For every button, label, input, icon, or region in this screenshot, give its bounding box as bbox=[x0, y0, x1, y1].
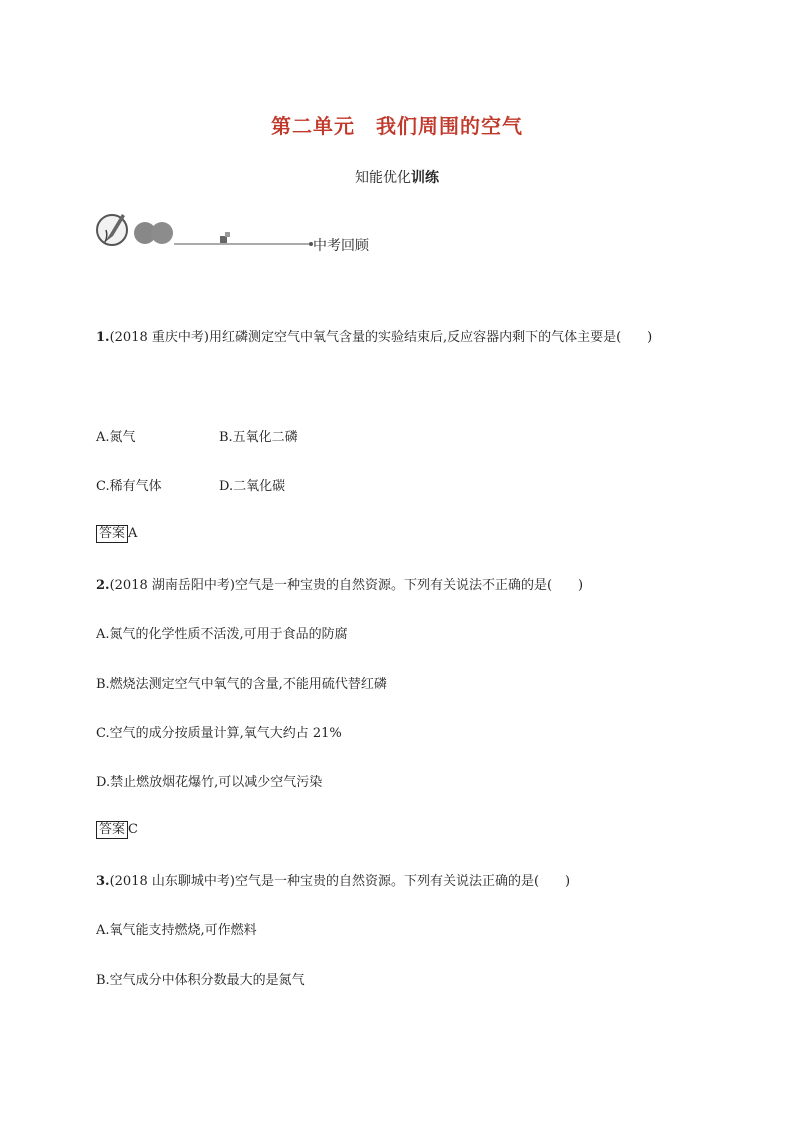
subtitle-part2: 训练 bbox=[411, 170, 439, 186]
q1-answer bbox=[96, 525, 137, 543]
question-stem: (2018 重庆中考)用红磷测定空气中氧气含量的实验结束后,反应容器内剩下的气体主要是( ) bbox=[109, 330, 653, 345]
question-number: 3. bbox=[96, 874, 110, 889]
page-subtitle bbox=[0, 167, 794, 187]
q1-option-c: C.稀有气体 bbox=[96, 479, 162, 494]
answer-value: C bbox=[128, 822, 138, 837]
q2-option-d: D.禁止燃放烟花爆竹,可以减少空气污染 bbox=[96, 775, 323, 790]
question-number: 1. bbox=[96, 330, 110, 345]
question-3 bbox=[96, 870, 570, 889]
q1-option-d: D.二氧化碳 bbox=[219, 479, 286, 494]
q3-option-b: B.空气成分中体积分数最大的是氮气 bbox=[96, 973, 305, 988]
q2-option-b: B.燃烧法测定空气中氧气的含量,不能用硫代替红磷 bbox=[96, 677, 387, 692]
answer-value: A bbox=[128, 526, 138, 541]
q2-answer bbox=[96, 821, 138, 839]
section-label: 中考回顾 bbox=[313, 238, 369, 254]
dot-icon-2 bbox=[151, 222, 173, 244]
question-stem: (2018 湖南岳阳中考)空气是一种宝贵的自然资源。下列有关说法不正确的是( ) bbox=[109, 578, 584, 593]
page-title: 第二单元 我们周围的空气 bbox=[271, 114, 523, 138]
q3-option-a: A.氧气能支持燃烧,可作燃料 bbox=[96, 923, 257, 938]
answer-label: 答案 bbox=[96, 525, 128, 543]
q1-option-a: A.氮气 bbox=[96, 430, 136, 445]
question-stem: (2018 山东聊城中考)空气是一种宝贵的自然资源。下列有关说法正确的是( ) bbox=[109, 874, 571, 889]
q2-option-a: A.氮气的化学性质不活泼,可用于食品的防腐 bbox=[96, 627, 348, 642]
question-number: 2. bbox=[96, 578, 110, 593]
question-1 bbox=[96, 326, 652, 345]
q1-option-b: B.五氧化二磷 bbox=[219, 430, 298, 445]
answer-label: 答案 bbox=[96, 821, 128, 839]
q2-option-c: C.空气的成分按质量计算,氧气大约占 21% bbox=[96, 726, 342, 741]
question-2 bbox=[96, 574, 583, 593]
subtitle-part1: 知能优化 bbox=[355, 170, 411, 186]
square-icon bbox=[220, 236, 227, 243]
